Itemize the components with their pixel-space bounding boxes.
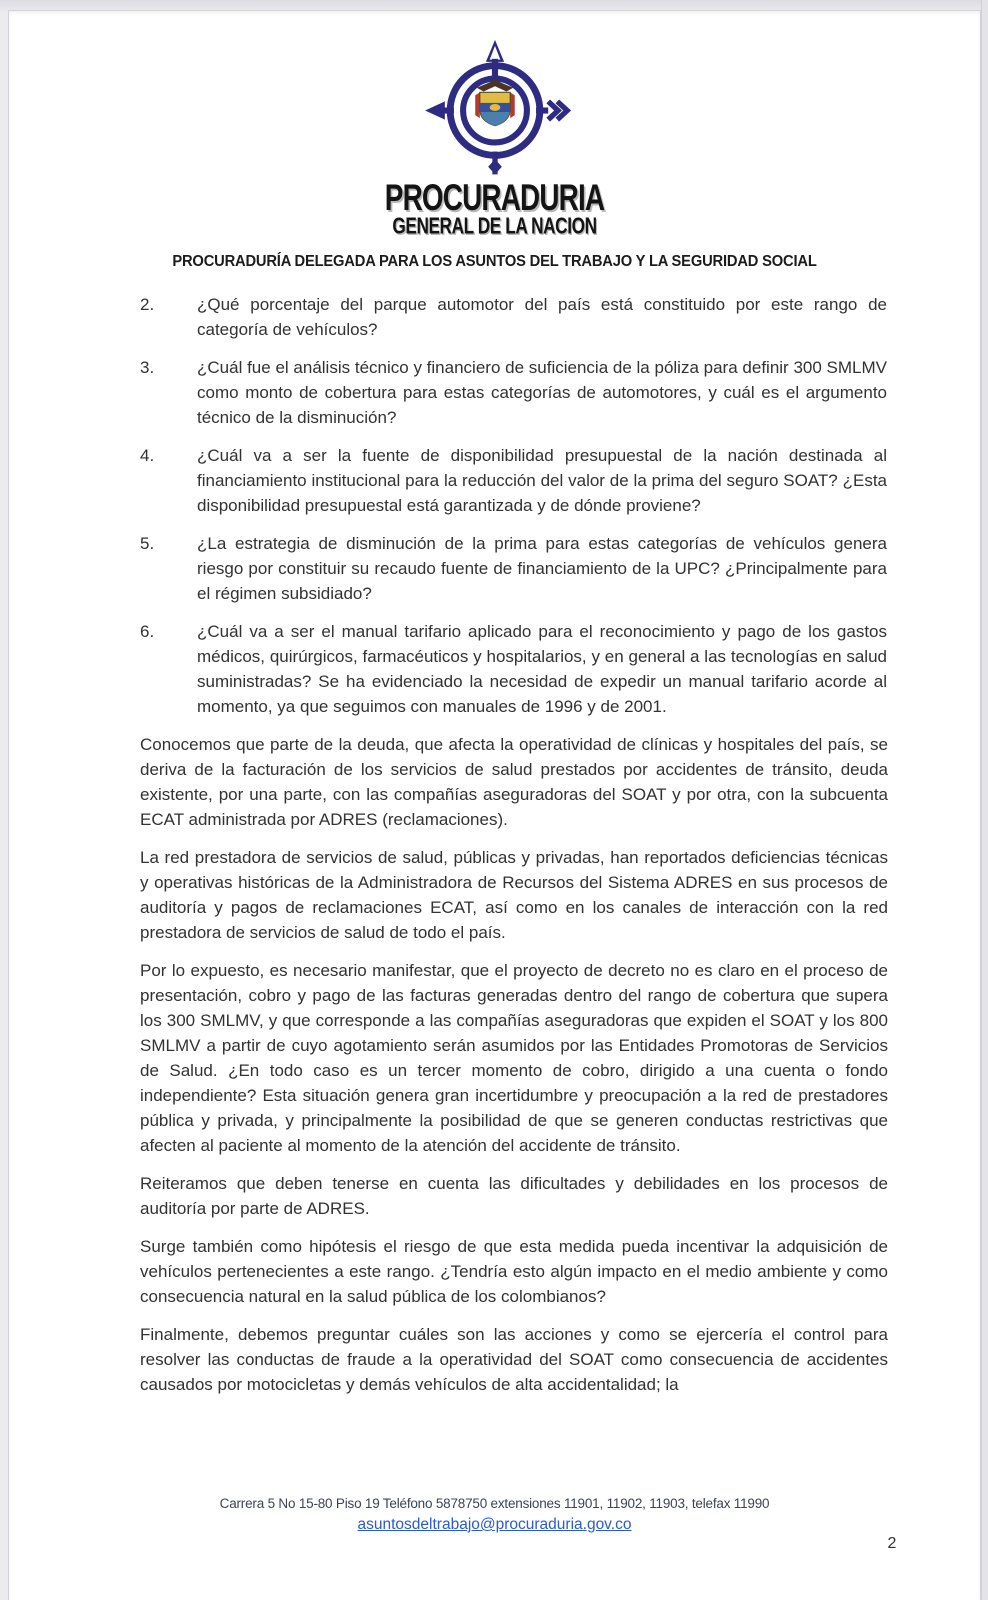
logo-wordmark-line2: GENERAL DE LA NACION (392, 214, 597, 239)
question-text: ¿Qué porcentaje del parque automotor del país está constituido por este rango de categoría de vehículos? (197, 295, 887, 339)
question-number: 3. (140, 358, 155, 377)
paragraph-red-prestadora: La red prestadora de servicios de salud, públicas y privadas, han reportados deficiencias técnicas y operativas históricas de la Administradora de Recursos del Sistema ADRES en sus procesos de auditoría y pagos de reclamaciones ECAT, así como en los canales de interacción con la red prestadora de servicios de salud de todo el país. (140, 848, 888, 942)
logo-wordmark-line1: PROCURADURIA (384, 177, 605, 219)
document-body (9, 292, 980, 1397)
page-edge-strip (981, 0, 988, 1600)
question-text: ¿Cuál fue el análisis técnico y financiero de suficiencia de la póliza para definir 300 SMLMV como monto de cobertura para estas categorías de automotores, y cuál es el argumento técnico de la disminución? (197, 358, 887, 427)
procuraduria-seal-icon (419, 39, 571, 179)
question-item-2 (140, 292, 980, 342)
paragraph-por-lo-expuesto: Por lo expuesto, es necesario manifestar, que el proyecto de decreto no es claro en el proceso de presentación, cobro y pago de las facturas generadas dentro del rango de cobertura que supera los 300 SMLMV, y que corresponde a las compañías aseguradoras que expiden el SOAT y los 800 SMLMV a partir de cuyo agotamiento serán asumidos por las Entidades Promotoras de Servicios de Salud. ¿En todo caso es un tercer momento de cobro, dirigido a una cuenta o fondo independiente? Esta situación genera gran incertidumbre y preocupación a la red de prestadores pública y privada, y principalmente la posibilidad de que se generen conductas restrictivas que afecten al paciente al momento de la atención del accidente de tránsito. (140, 961, 888, 1155)
paragraph-finalmente: Finalmente, debemos preguntar cuáles son las acciones y como se ejercería el control para resolver las conductas de fraude a la operatividad del SOAT como consecuencia de accidentes causados por motocicletas y demás vehículos de alta accidentalidad; la (140, 1325, 888, 1394)
page-footer (9, 1496, 980, 1534)
question-text: ¿Cuál va a ser la fuente de disponibilidad presupuestal de la nación destinada al financiamiento institucional para la reducción del valor de la prima del seguro SOAT? ¿Esta disponibilidad presupuestal está garantizada y de dónde proviene? (197, 446, 887, 515)
question-text: ¿Cuál va a ser el manual tarifario aplicado para el reconocimiento y pago de los gastos médicos, quirúrgicos, farmacéuticos y hospitalarios, y en general a las tecnologías en salud suministradas? Se ha evidenciado la necesidad de expedir un manual tarifario acorde al momento, ya que seguimos con manuales de 1996 y de 2001. (197, 622, 887, 716)
question-item-6 (140, 619, 980, 719)
question-item-4 (140, 443, 980, 518)
question-number: 2. (140, 295, 155, 314)
question-number: 5. (140, 534, 155, 553)
delegada-title: PROCURADURÍA DELEGADA PARA LOS ASUNTOS DEL TRABAJO Y LA SEGURIDAD SOCIAL (172, 253, 817, 270)
paragraph-reiteramos: Reiteramos que deben tenerse en cuenta las dificultades y debilidades en los procesos de auditoría por parte de ADRES. (140, 1174, 888, 1218)
footer-email-link[interactable]: asuntosdeltrabajo@procuraduria.gov.co (357, 1516, 632, 1533)
logo-block (9, 11, 980, 238)
question-number: 6. (140, 622, 155, 641)
question-item-5 (140, 531, 980, 606)
paragraph-surge-hipotesis: Surge también como hipótesis el riesgo de que esta medida pueda incentivar la adquisición de vehículos pertenecientes a este rango. ¿Tendría esto algún impacto en el medio ambiente y como consecuencia natural en la salud pública de los colombianos? (140, 1237, 888, 1306)
page-number: 2 (887, 1535, 897, 1552)
coat-of-arms (475, 79, 515, 126)
document-page (8, 10, 981, 1600)
paragraph-deuda: Conocemos que parte de la deuda, que afecta la operatividad de clínicas y hospitales del país, se deriva de la facturación de los servicios de salud prestados por accidentes de tránsito, deuda existente, por una parte, con las compañías aseguradoras del SOAT y por otra, con la subcuenta ECAT administrada por ADRES (reclamaciones). (140, 735, 888, 829)
question-number: 4. (140, 446, 155, 465)
footer-address: Carrera 5 No 15-80 Piso 19 Teléfono 5878750 extensiones 11901, 11902, 11903, telefax 11990 (219, 1496, 770, 1511)
question-text: ¿La estrategia de disminución de la prima para estas categorías de vehículos genera riesgo por constituir su recaudo fuente de financiamiento de la UPC? ¿Principalmente para el régimen subsidiado? (197, 534, 887, 603)
question-item-3 (140, 355, 980, 430)
